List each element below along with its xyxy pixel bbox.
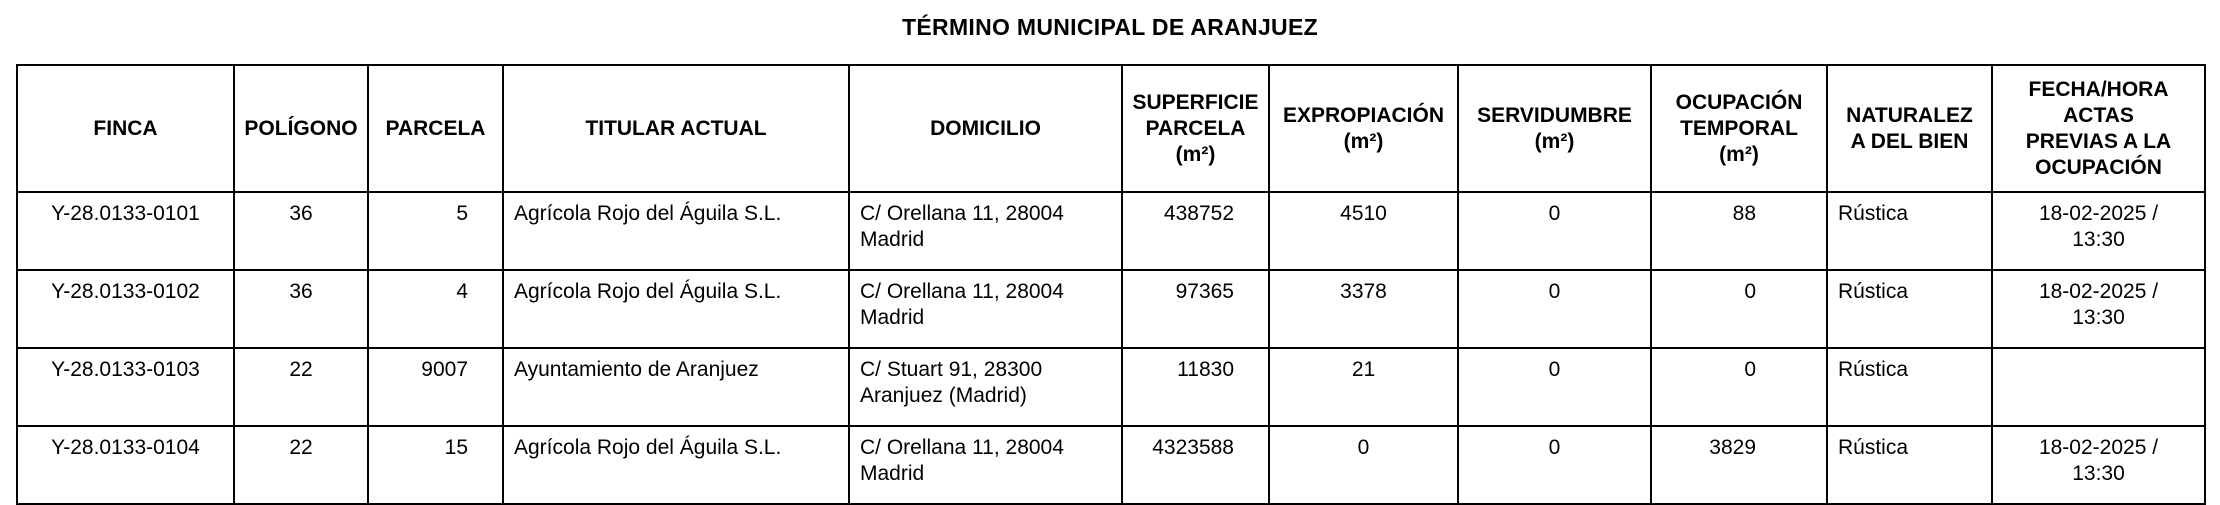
cell-superficie: 97365	[1122, 270, 1269, 348]
cell-finca: Y-28.0133-0104	[17, 426, 234, 504]
cell-servidumbre: 0	[1458, 348, 1651, 426]
cell-fecha: 18-02-2025 / 13:30	[1992, 192, 2205, 270]
cell-parcela: 5	[368, 192, 503, 270]
cell-ocupacion: 3829	[1651, 426, 1827, 504]
table-row	[17, 348, 2205, 426]
header-superficie: SUPERFICIE PARCELA (m²)	[1122, 65, 1269, 192]
document-title: TÉRMINO MUNICIPAL DE ARANJUEZ	[902, 14, 1318, 40]
cell-parcela: 15	[368, 426, 503, 504]
cell-ocupacion: 0	[1651, 270, 1827, 348]
header-expropiacion: EXPROPIACIÓN (m²)	[1269, 65, 1458, 192]
cell-titular: Agrícola Rojo del Águila S.L.	[503, 426, 849, 504]
cell-naturaleza: Rústica	[1827, 348, 1992, 426]
header-titular: TITULAR ACTUAL	[503, 65, 849, 192]
cell-finca: Y-28.0133-0103	[17, 348, 234, 426]
cell-finca: Y-28.0133-0101	[17, 192, 234, 270]
cell-servidumbre: 0	[1458, 270, 1651, 348]
header-naturaleza: NATURALEZ A DEL BIEN	[1827, 65, 1992, 192]
table-header-row	[17, 65, 2205, 192]
header-poligono: POLÍGONO	[234, 65, 368, 192]
header-servidumbre: SERVIDUMBRE (m²)	[1458, 65, 1651, 192]
cell-naturaleza: Rústica	[1827, 426, 1992, 504]
cell-expropiacion: 4510	[1269, 192, 1458, 270]
header-fecha: FECHA/HORA ACTAS PREVIAS A LA OCUPACIÓN	[1992, 65, 2205, 192]
cell-poligono: 22	[234, 426, 368, 504]
cell-poligono: 22	[234, 348, 368, 426]
cell-expropiacion: 0	[1269, 426, 1458, 504]
cell-fecha: 18-02-2025 / 13:30	[1992, 270, 2205, 348]
cell-ocupacion: 0	[1651, 348, 1827, 426]
cell-servidumbre: 0	[1458, 192, 1651, 270]
cell-parcela: 9007	[368, 348, 503, 426]
cell-superficie: 11830	[1122, 348, 1269, 426]
cell-titular: Agrícola Rojo del Águila S.L.	[503, 270, 849, 348]
cell-expropiacion: 3378	[1269, 270, 1458, 348]
cell-naturaleza: Rústica	[1827, 270, 1992, 348]
cell-domicilio: C/ Orellana 11, 28004 Madrid	[849, 426, 1122, 504]
cell-titular: Agrícola Rojo del Águila S.L.	[503, 192, 849, 270]
cell-parcela: 4	[368, 270, 503, 348]
cell-naturaleza: Rústica	[1827, 192, 1992, 270]
table-row	[17, 192, 2205, 270]
cell-superficie: 4323588	[1122, 426, 1269, 504]
cell-fecha	[1992, 348, 2205, 426]
header-parcela: PARCELA	[368, 65, 503, 192]
parcels-table	[16, 64, 2206, 505]
cell-servidumbre: 0	[1458, 426, 1651, 504]
cell-ocupacion: 88	[1651, 192, 1827, 270]
header-ocupacion: OCUPACIÓN TEMPORAL (m²)	[1651, 65, 1827, 192]
table-row	[17, 270, 2205, 348]
table-row	[17, 426, 2205, 504]
cell-domicilio: C/ Orellana 11, 28004 Madrid	[849, 192, 1122, 270]
cell-titular: Ayuntamiento de Aranjuez	[503, 348, 849, 426]
cell-finca: Y-28.0133-0102	[17, 270, 234, 348]
cell-superficie: 438752	[1122, 192, 1269, 270]
cell-poligono: 36	[234, 270, 368, 348]
cell-domicilio: C/ Orellana 11, 28004 Madrid	[849, 270, 1122, 348]
cell-fecha: 18-02-2025 / 13:30	[1992, 426, 2205, 504]
header-finca: FINCA	[17, 65, 234, 192]
cell-expropiacion: 21	[1269, 348, 1458, 426]
cell-domicilio: C/ Stuart 91, 28300 Aranjuez (Madrid)	[849, 348, 1122, 426]
header-domicilio: DOMICILIO	[849, 65, 1122, 192]
cell-poligono: 36	[234, 192, 368, 270]
